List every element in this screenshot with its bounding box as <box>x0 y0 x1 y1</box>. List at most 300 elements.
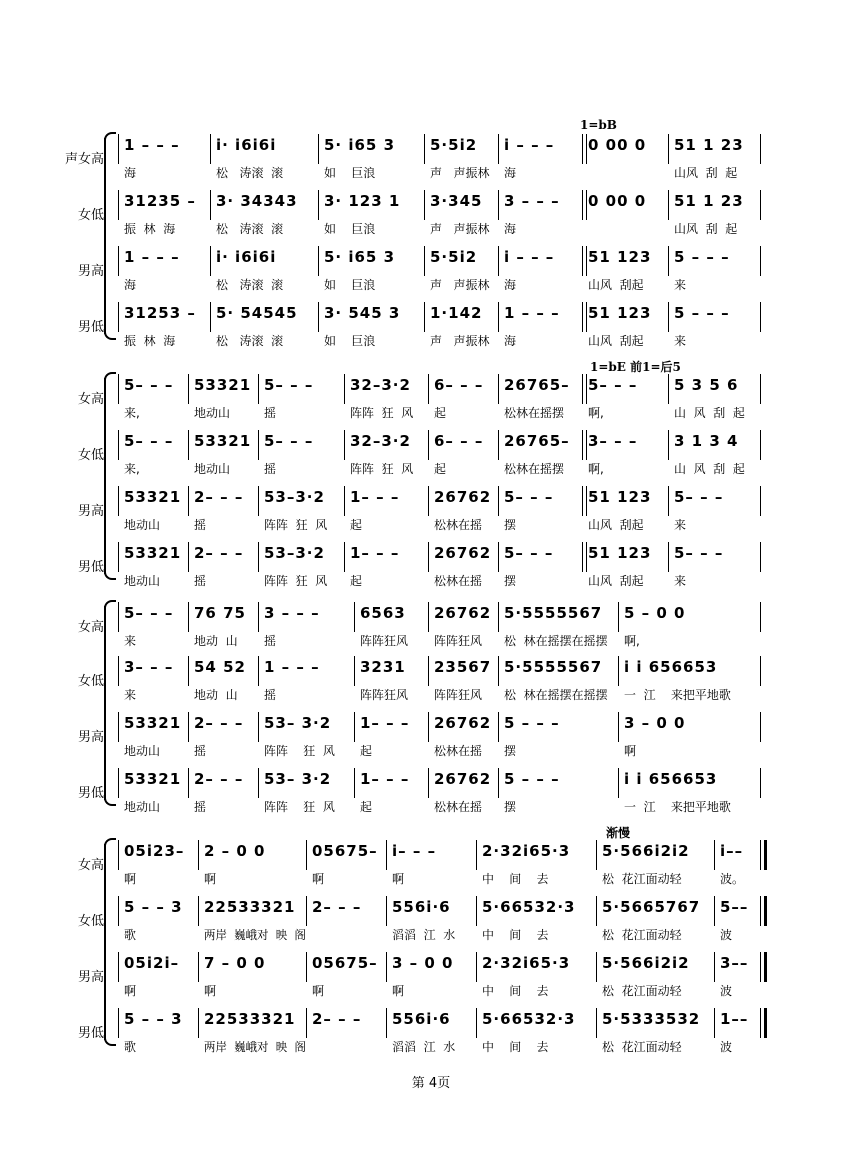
bar-line <box>188 712 189 742</box>
measure-notes: 2– – – <box>312 1010 362 1028</box>
bar-line <box>760 602 761 632</box>
measure <box>500 132 580 188</box>
measure-lyrics: 声 声振林 <box>430 334 490 348</box>
part-name: 女低 <box>77 208 104 223</box>
measure <box>346 540 426 596</box>
measure <box>500 372 580 428</box>
bar-line <box>198 896 199 926</box>
measure <box>670 188 758 244</box>
measure-notes: 32–3·2 <box>350 376 411 394</box>
bar-line <box>344 430 345 460</box>
bar-line <box>714 1008 715 1038</box>
measure <box>478 894 594 950</box>
measure-notes: 5·5i2 <box>430 136 478 154</box>
measure <box>356 600 426 656</box>
bar-line <box>258 430 259 460</box>
bar-line <box>668 302 669 332</box>
bar-line <box>476 896 477 926</box>
measure-lyrics: 来, <box>124 406 140 420</box>
measure-notes: 5– – – <box>674 544 724 562</box>
measure <box>584 540 666 596</box>
measure <box>430 428 496 484</box>
measure-lyrics: 一 江 来把平地歌 <box>624 800 731 814</box>
measure <box>584 132 666 188</box>
measure-notes: 51 123 <box>588 304 652 322</box>
measure-lyrics: 海 <box>504 166 517 180</box>
measure-notes: 05675– <box>312 842 378 860</box>
measure-lyrics: 地动山 <box>194 406 231 420</box>
part-name: 男高 <box>77 730 104 745</box>
bar-line <box>476 952 477 982</box>
bar-line <box>198 1008 199 1038</box>
bar-line <box>188 542 189 572</box>
measure-notes: 3–– <box>720 954 749 972</box>
bar-line <box>210 134 211 164</box>
measure-notes: 5·66532·3 <box>482 1010 576 1028</box>
bar-line <box>760 486 761 516</box>
bar-line <box>258 486 259 516</box>
measure <box>620 766 758 822</box>
system <box>0 826 862 1070</box>
measure-notes: 31253 – <box>124 304 196 322</box>
measure <box>598 950 712 1006</box>
measure <box>620 654 758 710</box>
bar-line <box>258 374 259 404</box>
bar-line <box>428 486 429 516</box>
bar-line <box>498 430 499 460</box>
part-name: 女低 <box>77 448 104 463</box>
measure-lyrics: 如 巨浪 <box>324 334 376 348</box>
measure <box>120 484 186 540</box>
measure-notes: 53–3·2 <box>264 544 325 562</box>
measure-lyrics: 波 <box>720 1040 733 1054</box>
measure-notes: 5– – – <box>504 544 554 562</box>
measure <box>200 1006 304 1062</box>
measure <box>260 600 352 656</box>
bar-line <box>424 246 425 276</box>
bar-line <box>210 302 211 332</box>
voice-part <box>0 894 862 950</box>
measure <box>212 132 316 188</box>
measure-notes: 5–– <box>720 898 749 916</box>
measure-lyrics: 松 林在摇摆在摇摆 <box>504 634 608 648</box>
measure-notes: 3 – – – <box>504 192 560 210</box>
measure-notes: 26762 <box>434 770 492 788</box>
measure <box>388 950 474 1006</box>
bar-line <box>188 768 189 798</box>
bar-line <box>188 486 189 516</box>
measure-notes: 1·142 <box>430 304 483 322</box>
measure <box>388 1006 474 1062</box>
measure-lyrics: 波 <box>720 984 733 998</box>
measure-notes: 23567 <box>434 658 492 676</box>
measure-lyrics: 山风 刮起 <box>588 334 644 348</box>
voice-part <box>0 188 862 244</box>
measure-lyrics: 松 花江面动轻 <box>602 928 682 942</box>
measure <box>120 766 186 822</box>
bar-line <box>668 430 669 460</box>
measure <box>346 372 426 428</box>
part-name: 男低 <box>77 320 104 335</box>
measure-lyrics: 啊 <box>312 872 325 886</box>
measure-notes: 51 1 23 <box>674 136 744 154</box>
measure-notes: 5·566i2i2 <box>602 954 690 972</box>
measure <box>430 654 496 710</box>
measure-notes: 53–3·2 <box>264 488 325 506</box>
measure <box>426 132 496 188</box>
voice-part <box>0 300 862 356</box>
part-name: 女低 <box>77 674 104 689</box>
measure-lyrics: 起 <box>350 574 363 588</box>
measure-lyrics: 山 风 刮 起 <box>674 462 745 476</box>
measure-notes: 32–3·2 <box>350 432 411 450</box>
measure <box>212 300 316 356</box>
measure-notes: 1 – – – <box>124 248 180 266</box>
measure-notes: 1– – – <box>350 488 400 506</box>
measure <box>120 372 186 428</box>
measure-notes: 51 123 <box>588 488 652 506</box>
measure-lyrics: 起 <box>350 518 363 532</box>
bar-line <box>760 656 761 686</box>
measure <box>598 1006 712 1062</box>
measure <box>308 894 384 950</box>
measure-notes: 5·5555567 <box>504 658 603 676</box>
bar-line <box>118 952 119 982</box>
measure-lyrics: 地动山 <box>124 800 161 814</box>
measure <box>320 300 422 356</box>
measure <box>260 372 342 428</box>
measure <box>120 600 186 656</box>
bar-line <box>498 134 499 164</box>
measure <box>584 372 666 428</box>
measure-notes: 1 – – – <box>504 304 560 322</box>
measure-notes: 3– – – <box>588 432 638 450</box>
measure-notes: 53321 <box>124 488 182 506</box>
measure-lyrics: 摇 <box>264 634 277 648</box>
measure <box>320 188 422 244</box>
voice-part <box>0 600 862 656</box>
measure <box>200 838 304 894</box>
measure-notes: 26762 <box>434 488 492 506</box>
voice-part <box>0 838 862 894</box>
measure <box>670 300 758 356</box>
measure-lyrics: 啊 <box>312 984 325 998</box>
bar-line <box>428 712 429 742</box>
measure-lyrics: 一 江 来把平地歌 <box>624 688 731 702</box>
measure <box>120 132 208 188</box>
bar-line <box>428 374 429 404</box>
bar-line <box>118 542 119 572</box>
measure-notes: i – – – <box>504 136 555 154</box>
bar-line <box>498 768 499 798</box>
measure-lyrics: 摆 <box>504 800 517 814</box>
measure-lyrics: 松 涛滚 滚 <box>216 166 284 180</box>
measure-lyrics: 摇 <box>194 518 207 532</box>
measure-lyrics: 山风 刮起 <box>588 278 644 292</box>
measure-lyrics: 啊 <box>204 872 217 886</box>
measure-lyrics: 歌 <box>124 1040 137 1054</box>
bar-line <box>714 952 715 982</box>
measure-lyrics: 阵阵狂风 <box>434 634 483 648</box>
measure-notes: 5· i65 3 <box>324 248 396 266</box>
measure-notes: 3 – 0 0 <box>392 954 454 972</box>
bar-line <box>306 840 307 870</box>
measure <box>430 372 496 428</box>
bar-line <box>760 246 761 276</box>
measure <box>190 600 256 656</box>
measure-notes: 556i·6 <box>392 898 451 916</box>
measure-notes: 5·5333532 <box>602 1010 701 1028</box>
part-name: 男高 <box>77 970 104 985</box>
part-name: 女高 <box>77 392 104 407</box>
measure-lyrics: 来 <box>674 518 687 532</box>
measure <box>120 894 196 950</box>
bar-line <box>306 952 307 982</box>
measure-lyrics: 摆 <box>504 574 517 588</box>
measure <box>356 654 426 710</box>
measure-lyrics: 起 <box>360 744 373 758</box>
part-name: 男高 <box>77 264 104 279</box>
bar-line <box>760 302 761 332</box>
measure-notes: 26762 <box>434 604 492 622</box>
bar-line <box>188 430 189 460</box>
measure <box>260 654 352 710</box>
measure-lyrics: 海 <box>504 222 517 236</box>
measure-notes: 5·5555567 <box>504 604 603 622</box>
measure-lyrics: 波 <box>720 928 733 942</box>
measure-lyrics: 啊 <box>124 984 137 998</box>
bar-line <box>354 602 355 632</box>
measure <box>716 1006 758 1062</box>
measure-lyrics: 起 <box>434 406 447 420</box>
voice-part <box>0 1006 862 1062</box>
bar-line <box>344 374 345 404</box>
measure-lyrics: 两岸 巍峨对 映 阁 <box>204 928 306 942</box>
bar-line <box>428 768 429 798</box>
bar-line <box>498 602 499 632</box>
measure-notes: 3231 <box>360 658 406 676</box>
measure-notes: 53– 3·2 <box>264 770 332 788</box>
measure-notes: 22533321 <box>204 898 296 916</box>
bar-line <box>498 712 499 742</box>
measure-lyrics: 松 花江面动轻 <box>602 984 682 998</box>
measure-notes: 5·5665767 <box>602 898 701 916</box>
measure-notes: i· i6i6i <box>216 136 277 154</box>
measure-notes: 5 – 0 0 <box>624 604 686 622</box>
measure-lyrics: 如 巨浪 <box>324 166 376 180</box>
measure <box>120 950 196 1006</box>
bar-line <box>428 430 429 460</box>
measure-notes: 51 1 23 <box>674 192 744 210</box>
measure-notes: 76 75 <box>194 604 246 622</box>
measure-notes: i – – – <box>504 248 555 266</box>
bar-line <box>668 134 669 164</box>
bar-line <box>354 656 355 686</box>
part-name: 男低 <box>77 1026 104 1041</box>
measure-lyrics: 中 间 去 <box>482 984 549 998</box>
measure <box>670 132 758 188</box>
measure-lyrics: 阵阵 狂 风 <box>350 406 414 420</box>
measure-lyrics: 啊, <box>588 406 604 420</box>
measure <box>346 428 426 484</box>
measure-notes: 556i·6 <box>392 1010 451 1028</box>
bar-line <box>198 952 199 982</box>
bar-line <box>760 430 761 460</box>
bar-line <box>760 840 767 870</box>
bar-line <box>596 896 597 926</box>
tempo-key-mark: 1=bE 前1=后5 <box>590 360 681 374</box>
measure-lyrics: 摇 <box>264 406 277 420</box>
measure-lyrics: 来 <box>674 574 687 588</box>
measure-lyrics: 松 涛滚 滚 <box>216 334 284 348</box>
measure <box>308 950 384 1006</box>
measure-lyrics: 中 间 去 <box>482 928 549 942</box>
bar-line <box>386 840 387 870</box>
bar-line <box>498 374 499 404</box>
measure-lyrics: 海 <box>504 278 517 292</box>
measure-lyrics: 如 巨浪 <box>324 222 376 236</box>
measure-notes: 6563 <box>360 604 406 622</box>
measure <box>670 372 758 428</box>
measure <box>346 484 426 540</box>
part-name: 女高 <box>77 620 104 635</box>
bar-line <box>596 1008 597 1038</box>
measure-lyrics: 松 涛滚 滚 <box>216 278 284 292</box>
measure-lyrics: 啊, <box>624 634 640 648</box>
measure-lyrics: 来 <box>674 334 687 348</box>
measure-notes: 2– – – <box>194 544 244 562</box>
bar-line <box>386 952 387 982</box>
bar-line <box>118 190 119 220</box>
bar-line <box>760 952 767 982</box>
measure-notes: 2– – – <box>194 488 244 506</box>
bar-line <box>118 486 119 516</box>
bar-line <box>118 840 119 870</box>
bar-line <box>424 190 425 220</box>
measure-notes: 2·32i65·3 <box>482 842 571 860</box>
measure <box>356 766 426 822</box>
measure <box>430 710 496 766</box>
measure-lyrics: 如 巨浪 <box>324 278 376 292</box>
measure-lyrics: 地动山 <box>194 462 231 476</box>
bar-line <box>760 1008 767 1038</box>
measure <box>500 300 580 356</box>
measure-lyrics: 摇 <box>264 688 277 702</box>
measure-lyrics: 松 花江面动轻 <box>602 872 682 886</box>
measure <box>120 654 186 710</box>
measure-notes: 5– – – <box>588 376 638 394</box>
measure-notes: 53– 3·2 <box>264 714 332 732</box>
measure-notes: 2 – 0 0 <box>204 842 266 860</box>
measure-notes: 5·5i2 <box>430 248 478 266</box>
measure-lyrics: 松林在摇摆 <box>504 406 565 420</box>
bar-line <box>714 840 715 870</box>
system <box>0 360 862 608</box>
measure-lyrics: 阵阵狂风 <box>360 688 409 702</box>
measure <box>308 838 384 894</box>
measure-lyrics: 中 间 去 <box>482 872 549 886</box>
bar-line <box>760 134 761 164</box>
bar-line <box>118 430 119 460</box>
measure <box>500 428 580 484</box>
bar-line <box>596 952 597 982</box>
bar-line <box>476 840 477 870</box>
bar-line <box>428 656 429 686</box>
bar-line <box>386 896 387 926</box>
measure-notes: i i 656653 <box>624 658 718 676</box>
measure-notes: 5 – – – <box>674 248 730 266</box>
bar-line <box>318 302 319 332</box>
measure <box>430 540 496 596</box>
measure-lyrics: 地动山 <box>124 518 161 532</box>
bar-line <box>210 246 211 276</box>
measure <box>200 950 304 1006</box>
measure <box>584 244 666 300</box>
measure <box>120 838 196 894</box>
measure-lyrics: 声 声振林 <box>430 166 490 180</box>
measure <box>500 244 580 300</box>
measure <box>716 894 758 950</box>
bar-line <box>428 542 429 572</box>
measure <box>260 710 352 766</box>
voice-part <box>0 372 862 428</box>
measure-notes: 3· 545 3 <box>324 304 401 322</box>
bar-line <box>118 374 119 404</box>
bar-line <box>118 602 119 632</box>
measure <box>584 484 666 540</box>
voice-part <box>0 766 862 822</box>
measure-lyrics: 波。 <box>720 872 745 886</box>
measure <box>500 540 580 596</box>
bar-line <box>318 190 319 220</box>
measure-notes: 1– – – <box>360 714 410 732</box>
part-name: 女低 <box>77 914 104 929</box>
measure-lyrics: 啊 <box>392 872 405 886</box>
measure <box>190 654 256 710</box>
measure-notes: 2– – – <box>312 898 362 916</box>
bar-line <box>188 374 189 404</box>
measure <box>260 428 342 484</box>
measure-notes: i– – – <box>392 842 437 860</box>
measure-notes: 53321 <box>124 770 182 788</box>
measure <box>120 244 208 300</box>
bar-line <box>424 302 425 332</box>
measure-notes: 5– – – <box>504 488 554 506</box>
measure <box>200 894 304 950</box>
measure-notes: 05i2i– <box>124 954 180 972</box>
measure <box>120 428 186 484</box>
measure-notes: 5– – – <box>124 376 174 394</box>
measure-notes: 3· 123 1 <box>324 192 401 210</box>
system <box>0 120 862 360</box>
measure-lyrics: 阵阵 狂 风 <box>264 574 328 588</box>
bar-line <box>498 190 499 220</box>
bar-line <box>596 840 597 870</box>
bar-line <box>618 656 619 686</box>
bar-line <box>760 542 761 572</box>
measure-lyrics: 海 <box>124 166 137 180</box>
bar-line <box>618 768 619 798</box>
measure <box>260 484 342 540</box>
measure-notes: 5·66532·3 <box>482 898 576 916</box>
measure-lyrics: 两岸 巍峨对 映 阁 <box>204 1040 306 1054</box>
bar-line <box>188 656 189 686</box>
bar-line <box>668 486 669 516</box>
bar-line <box>668 190 669 220</box>
tempo-key-mark: 渐慢 <box>606 826 631 840</box>
measure-notes: 3 1 3 4 <box>674 432 739 450</box>
measure <box>388 894 474 950</box>
